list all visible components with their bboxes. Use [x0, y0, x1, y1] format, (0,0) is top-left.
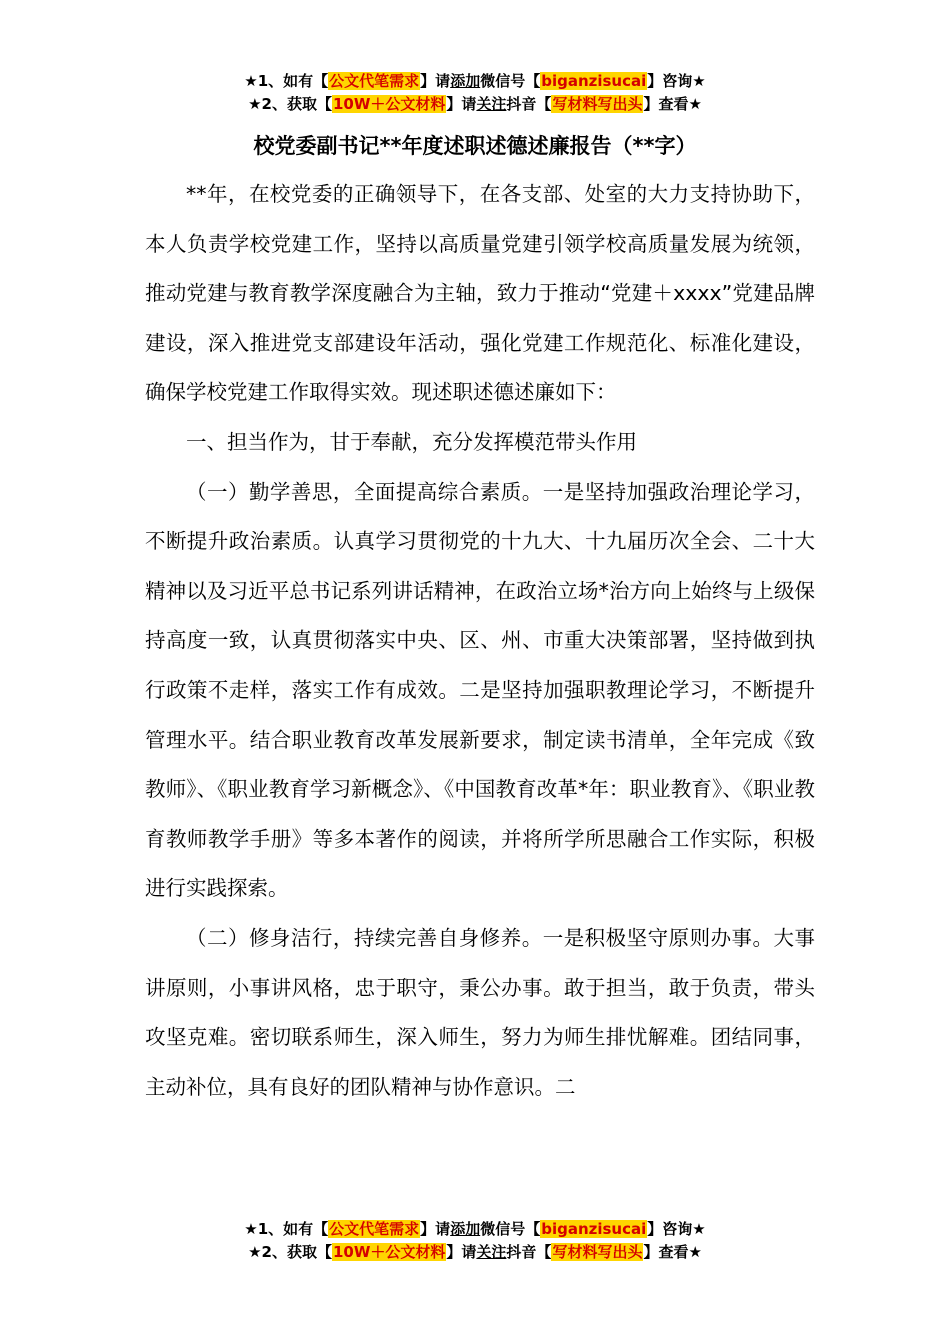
- banner-text: 抖音【: [506, 1243, 552, 1261]
- banner-highlight: 10W＋公文材料: [332, 1243, 446, 1261]
- banner-text: 】请: [420, 72, 451, 90]
- banner-text: 抖音【: [506, 95, 552, 113]
- banner-highlight-wechat-id: biganzisucai: [541, 72, 647, 90]
- banner-underline: 添加: [450, 1220, 481, 1238]
- banner-text: 】请: [420, 1220, 451, 1238]
- banner-text: ★1、如有【: [244, 72, 329, 90]
- banner-underline: 添加: [450, 72, 481, 90]
- footer-banner-line-2: [0, 1241, 950, 1264]
- footer-banner: [0, 1218, 950, 1264]
- header-banner: [0, 70, 950, 116]
- banner-highlight: 10W＋公文材料: [332, 95, 446, 113]
- banner-text: 微信号【: [480, 1220, 541, 1238]
- banner-highlight: 公文代笔需求: [329, 1220, 420, 1238]
- paragraph-intro: **年，在校党委的正确领导下，在各支部、处室的大力支持协助下，本人负责学校党建工作，坚持以高质量党建引领学校高质量发展为统领，推动党建与教育教学深度融合为主轴，致力于推动“党建＋xxxx”党建品牌建设，深入推进党支部建设年活动，强化党建工作规范化、标准化建设，确保学校党建工作取得实效。现述职述德述廉如下：: [145, 182, 815, 405]
- banner-highlight: 公文代笔需求: [329, 72, 420, 90]
- banner-underline: 关注: [476, 95, 507, 113]
- banner-text: 】咨询★: [647, 72, 706, 90]
- header-banner-line-2: [0, 93, 950, 116]
- banner-text: 微信号【: [480, 72, 541, 90]
- banner-text: 】查看★: [643, 95, 702, 113]
- document-body: [145, 170, 815, 1112]
- banner-text: 】咨询★: [647, 1220, 706, 1238]
- footer-banner-line-1: [0, 1218, 950, 1241]
- banner-text: 】请: [446, 1243, 477, 1261]
- banner-text: ★2、获取【: [248, 1243, 332, 1261]
- banner-text: ★1、如有【: [244, 1220, 329, 1238]
- paragraph-self-cultivation: （二）修身洁行，持续完善自身修养。一是积极坚守原则办事。大事讲原则，小事讲风格，忠于职守，秉公办事。敢于担当，敢于负责，带头攻坚克难。密切联系师生，深入师生，努力为师生排忧解难。团结同事，主动补位，具有良好的团队精神与协作意识。二: [145, 925, 815, 1099]
- banner-text: 】请: [446, 95, 477, 113]
- section-heading-1: 一、担当作为，甘于奉献，充分发挥模范带头作用: [186, 429, 637, 454]
- banner-underline: 关注: [476, 1243, 507, 1261]
- banner-text: ★2、获取【: [248, 95, 332, 113]
- banner-highlight-douyin-id: 写材料写出头: [552, 1243, 643, 1261]
- header-banner-line-1: [0, 70, 950, 93]
- banner-highlight-douyin-id: 写材料写出头: [552, 95, 643, 113]
- banner-text: 】查看★: [643, 1243, 702, 1261]
- banner-highlight-wechat-id: biganzisucai: [541, 1220, 647, 1238]
- paragraph-study: （一）勤学善思，全面提高综合素质。一是坚持加强政治理论学习，不断提升政治素质。认真学习贯彻党的十九大、十九届历次全会、二十大精神以及习近平总书记系列讲话精神，在政治立场*治方向上始终与上级保持高度一致，认真贯彻落实中央、区、州、市重大决策部署，坚持做到执行政策不走样，落实工作有成效。二是坚持加强职教理论学习，不断提升管理水平。结合职业教育改革发展新要求，制定读书清单，全年完成《致教师》、《职业教育学习新概念》、《中国教育改革*年：职业教育》、《职业教育教师教学手册》等多本著作的阅读，并将所学所思融合工作实际，积极进行实践探索。: [145, 479, 815, 901]
- document-title: 校党委副书记**年度述职述德述廉报告（**字）: [253, 134, 697, 158]
